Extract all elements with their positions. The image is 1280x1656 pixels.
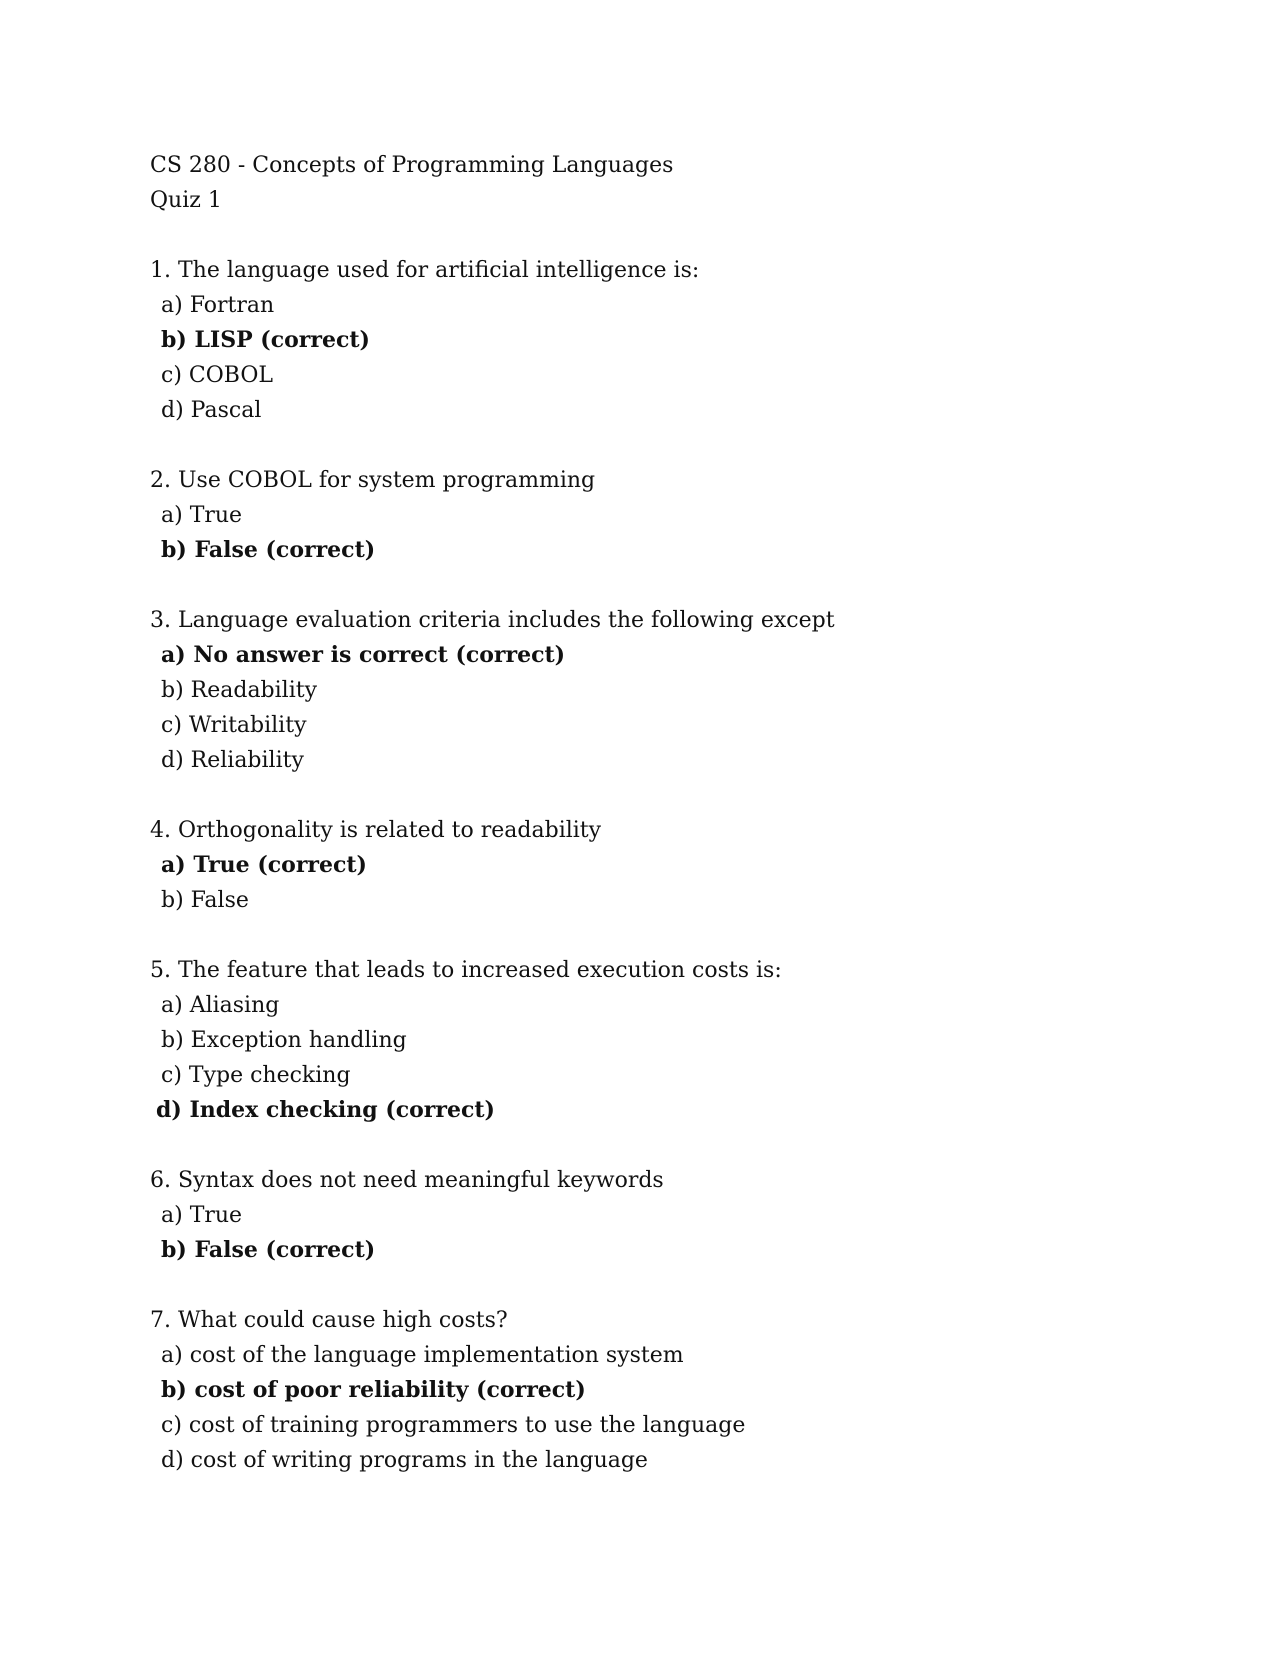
question-1	[150, 253, 1150, 428]
option-b-correct: b) False (correct)	[161, 1237, 376, 1263]
document-header	[150, 148, 1150, 218]
quiz-title: Quiz 1	[150, 188, 222, 213]
option-c: c) Type checking	[161, 1063, 351, 1088]
quiz-document	[150, 148, 1150, 1478]
option-d-correct: d) Index checking (correct)	[156, 1097, 495, 1123]
option-b: b) Readability	[161, 678, 318, 703]
option-a: a) Fortran	[161, 293, 275, 318]
option-c: c) COBOL	[161, 363, 273, 388]
option-d: d) cost of writing programs in the language	[161, 1448, 648, 1473]
question-3	[150, 603, 1150, 778]
option-a-correct: a) True (correct)	[161, 852, 367, 878]
option-c: c) Writability	[161, 713, 307, 738]
course-title: CS 280 - Concepts of Programming Languages	[150, 153, 674, 178]
question-4	[150, 813, 1150, 918]
question-2	[150, 463, 1150, 568]
option-a: a) True	[161, 503, 243, 528]
option-c: c) cost of training programmers to use the language	[161, 1413, 746, 1438]
option-d: d) Reliability	[161, 748, 304, 773]
option-b: b) False	[161, 888, 249, 913]
option-b-correct: b) LISP (correct)	[161, 327, 370, 353]
question-text: 2. Use COBOL for system programming	[150, 468, 596, 493]
question-text: 5. The feature that leads to increased execution costs is:	[150, 958, 782, 983]
option-a: a) Aliasing	[161, 993, 280, 1018]
question-text: 7. What could cause high costs?	[150, 1308, 508, 1333]
option-d: d) Pascal	[161, 398, 262, 423]
option-a: a) cost of the language implementation system	[161, 1343, 684, 1368]
question-text: 6. Syntax does not need meaningful keywords	[150, 1168, 664, 1193]
question-text: 4. Orthogonality is related to readability	[150, 818, 602, 843]
option-b-correct: b) False (correct)	[161, 537, 376, 563]
question-5	[150, 953, 1150, 1128]
option-b: b) Exception handling	[161, 1028, 407, 1053]
option-a-correct: a) No answer is correct (correct)	[161, 642, 566, 668]
question-6	[150, 1163, 1150, 1268]
option-a: a) True	[161, 1203, 243, 1228]
option-b-correct: b) cost of poor reliability (correct)	[161, 1377, 586, 1403]
question-text: 3. Language evaluation criteria includes the following except	[150, 608, 835, 633]
question-text: 1. The language used for artificial intelligence is:	[150, 258, 700, 283]
question-7	[150, 1303, 1150, 1478]
